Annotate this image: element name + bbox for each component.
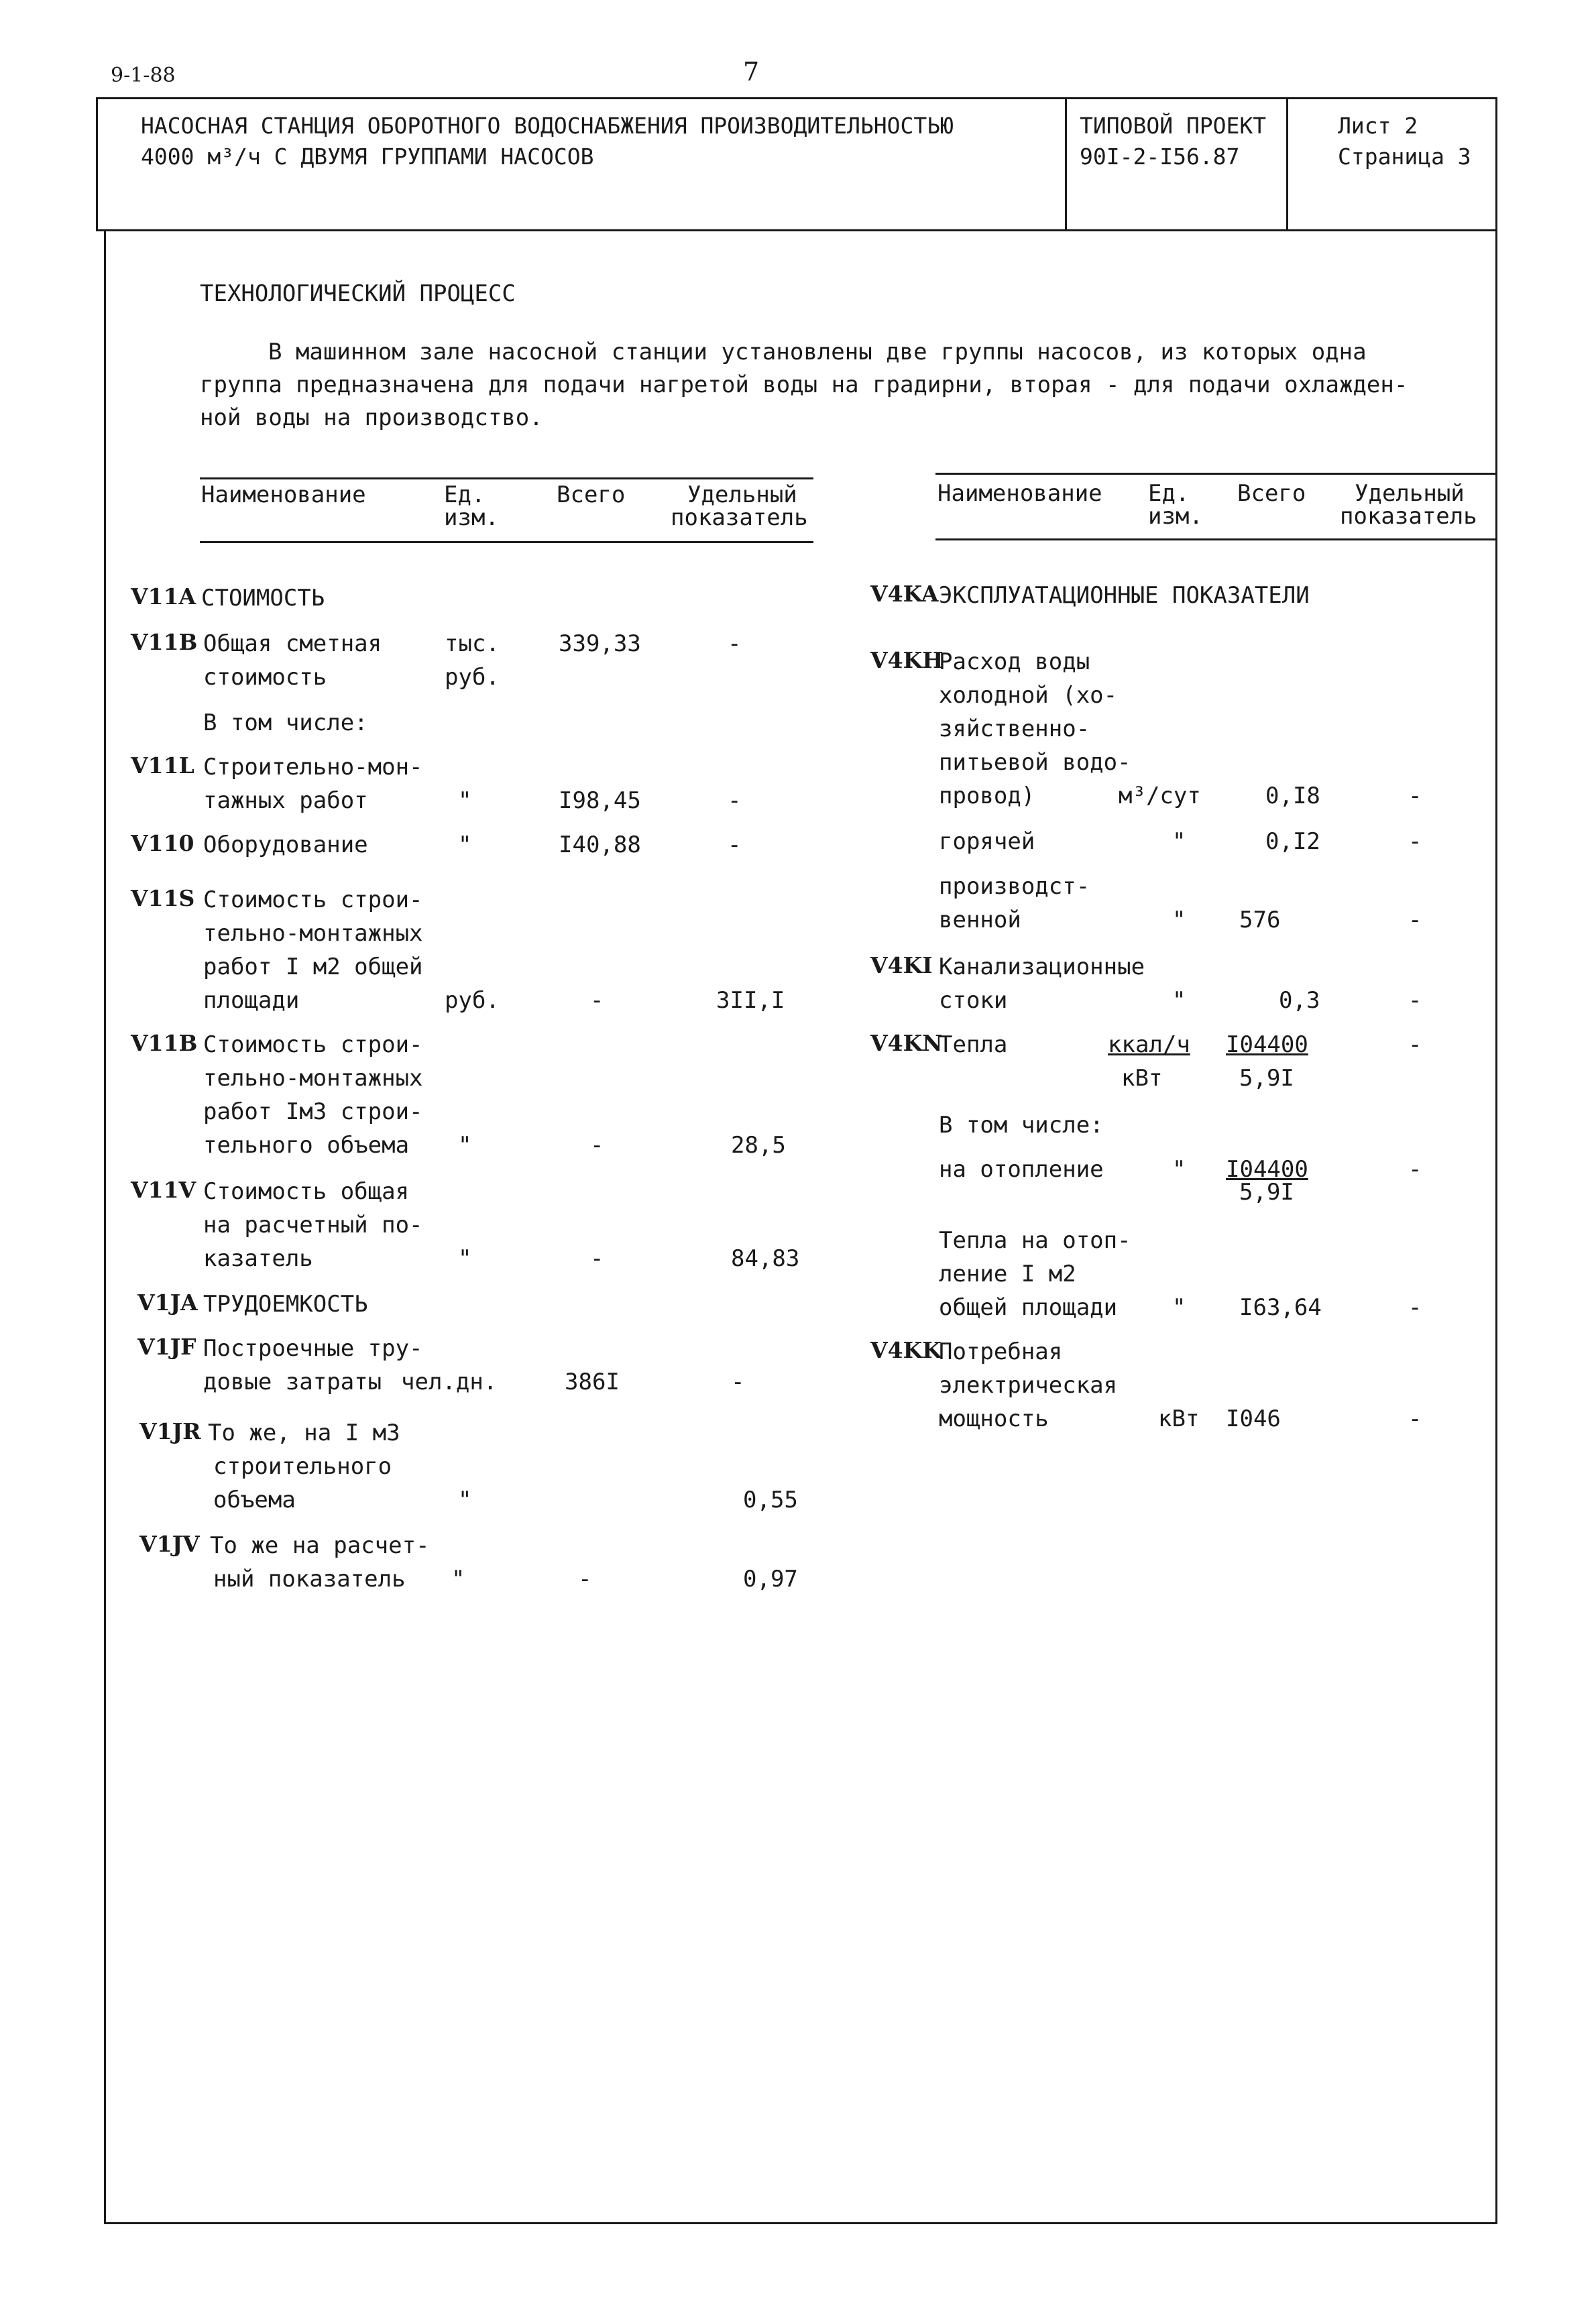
right-row-name: венной (939, 907, 1021, 933)
right-row-name: стоки (939, 987, 1008, 1014)
left-row-name: довые затраты (203, 1369, 382, 1395)
left-col-name-header: Наименование (201, 481, 366, 508)
right-row-total: I046 (1226, 1405, 1281, 1432)
right-row-code: V4KH (870, 647, 944, 673)
right-row-code: V4KK (870, 1337, 942, 1363)
left-row-name: объема (213, 1487, 296, 1513)
right-row-name: Тепла на отоп- (939, 1227, 1131, 1254)
left-row-code: V1JF (137, 1334, 196, 1360)
right-row-total: I63,64 (1239, 1294, 1322, 1321)
right-row-name: Потребная (939, 1338, 1063, 1365)
frame-left-line (104, 229, 106, 2224)
left-row-name: Общая сметная (203, 630, 382, 657)
left-row-spec: 0,97 (743, 1566, 798, 1593)
right-row-name: В том числе: (939, 1112, 1104, 1139)
left-row-total: I98,45 (559, 787, 641, 814)
right-row-total: I04400 (1226, 1156, 1308, 1183)
left-row-code: V1JA (137, 1289, 198, 1316)
right-row-total: I04400 (1226, 1031, 1308, 1058)
right-row-name: мощность (939, 1405, 1049, 1432)
project-label: ТИПОВОЙ ПРОЕКТ (1080, 113, 1267, 139)
right-row-name: общей площади (939, 1294, 1118, 1321)
right-row-name: Канализационные (939, 954, 1145, 980)
left-row-name: В том числе: (203, 709, 368, 736)
left-row-spec: - (731, 1369, 745, 1395)
left-row-name: Оборудование (203, 831, 368, 858)
right-row-unit: " (1172, 1294, 1186, 1321)
right-header-top-rule (935, 473, 1495, 475)
section-title: ТЕХНОЛОГИЧЕСКИЙ ПРОЦЕСС (200, 280, 516, 307)
right-header-bottom-rule (935, 538, 1495, 540)
left-row-spec: 84,83 (731, 1245, 800, 1272)
paragraph-line-3: ной воды на производство. (200, 404, 543, 431)
right-row-name: ЭКСПЛУАТАЦИОННЫЕ ПОКАЗАТЕЛИ (939, 582, 1310, 609)
left-row-code: V11L (131, 752, 194, 779)
right-row-name: Тепла (939, 1031, 1008, 1058)
left-col-spec-header-1: Удельный (687, 481, 797, 508)
frame-bottom-line (104, 2222, 1497, 2224)
title-line-1: НАСОСНАЯ СТАНЦИЯ ОБОРОТНОГО ВОДОСНАБЖЕНИЯ ПРОИЗВОДИТЕЛЬНОСТЬЮ (141, 113, 954, 139)
left-row-total: 386I (565, 1369, 620, 1395)
right-row-spec: - (1408, 783, 1422, 809)
left-row-code: V1JV (139, 1531, 200, 1557)
left-row-spec: - (728, 831, 742, 858)
paragraph-line-2: группа предназначена для подачи нагретой воды на градирни, вторая - для подачи охлажден- (200, 371, 1408, 398)
right-row-unit: " (1172, 1156, 1186, 1183)
right-row-total: 0,3 (1279, 987, 1320, 1014)
right-row-unit: м³/сут (1119, 783, 1201, 809)
right-row-code: V4KI (870, 952, 933, 978)
right-col-name-header: Наименование (937, 480, 1102, 507)
right-col-total-header: Всего (1237, 480, 1306, 507)
right-row-name: на отопление (939, 1156, 1104, 1183)
left-row-unit: тыс. (445, 630, 500, 657)
left-row-name: Стоимость строи- (203, 1031, 423, 1058)
right-row-total: 5,9I (1239, 1065, 1294, 1092)
left-col-spec-header-2: показатель (671, 504, 808, 531)
right-row-name: Расход воды (939, 648, 1090, 675)
left-row-name: работ I м2 общей (203, 954, 423, 980)
title-line-2: 4000 м³/ч С ДВУМЯ ГРУППАМИ НАСОСОВ (141, 143, 594, 170)
right-row-code: V4KA (870, 581, 939, 607)
right-row-total: 0,I8 (1265, 783, 1320, 809)
left-row-name: строительного (213, 1453, 392, 1480)
left-col-unit-header-1: Ед. (444, 481, 486, 508)
left-header-bottom-rule (200, 541, 813, 543)
left-row-name: стоимость (203, 664, 327, 691)
left-row-name: тельного объема (203, 1132, 410, 1159)
paragraph-line-1: В машинном зале насосной станции установлены две группы насосов, из которых одна (268, 339, 1367, 365)
right-row-spec: - (1408, 1294, 1422, 1321)
left-row-code: V110 (131, 830, 194, 856)
right-row-spec: - (1408, 1405, 1422, 1432)
left-row-name: То же на расчет- (210, 1532, 430, 1559)
left-row-spec: 3II,I (716, 987, 785, 1014)
right-row-name: холодной (хо- (939, 682, 1118, 709)
left-row-spec: 28,5 (731, 1132, 786, 1159)
left-row-total: - (590, 1132, 604, 1159)
right-row-spec: - (1408, 1031, 1422, 1058)
left-row-total: - (590, 987, 604, 1014)
right-col-spec-header-1: Удельный (1355, 480, 1465, 507)
left-row-total: 339,33 (559, 630, 641, 657)
right-col-unit-header-2: изм. (1148, 503, 1203, 530)
right-row-unit: " (1172, 828, 1186, 855)
left-row-name: Стоимость строи- (203, 886, 423, 913)
left-row-name: Строительно-мон- (203, 754, 423, 781)
right-row-total: 576 (1239, 907, 1281, 933)
left-row-unit: " (458, 787, 472, 814)
right-row-spec: - (1408, 1156, 1422, 1183)
right-row-unit: ккал/ч (1108, 1031, 1190, 1058)
frame-left-upper (96, 97, 98, 231)
right-row-name: горячей (939, 828, 1035, 855)
left-row-unit: " (458, 831, 472, 858)
left-row-total: - (578, 1566, 592, 1593)
left-row-name: ТРУДОЕМКОСТЬ (203, 1291, 368, 1318)
right-row-unit: " (1172, 987, 1186, 1014)
frame-right-line (1495, 97, 1497, 2223)
left-row-spec: - (728, 630, 742, 657)
left-row-unit: руб. (445, 987, 500, 1014)
left-row-code: V11B (131, 629, 198, 655)
left-row-code: V1JR (139, 1418, 201, 1444)
left-row-name: То же, на I м3 (208, 1420, 400, 1446)
left-row-name: Стоимость общая (203, 1178, 410, 1205)
page-ref: Страница 3 (1338, 143, 1471, 170)
left-row-unit: руб. (445, 664, 500, 691)
left-header-top-rule (200, 477, 813, 479)
right-row-name: электрическая (939, 1372, 1118, 1399)
right-row-name: ление I м2 (939, 1261, 1076, 1287)
left-row-unit: " (458, 1487, 472, 1513)
right-row-name: зяйственно- (939, 715, 1090, 742)
right-col-spec-header-2: показатель (1340, 503, 1477, 530)
left-row-name: СТОИМОСТЬ (201, 585, 325, 612)
right-row-unit: " (1172, 907, 1186, 933)
right-row-spec: - (1408, 828, 1422, 855)
right-col-unit-header-1: Ед. (1148, 480, 1190, 507)
title-divider-2 (1286, 97, 1288, 231)
right-row-name: провод) (939, 783, 1035, 809)
title-divider-1 (1065, 97, 1067, 231)
sheet-number: Лист 2 (1338, 113, 1418, 139)
right-row-name: питьевой водо- (939, 749, 1131, 776)
left-row-spec: 0,55 (743, 1487, 798, 1513)
left-row-name: тажных работ (203, 787, 368, 814)
left-row-name: на расчетный по- (203, 1212, 423, 1238)
left-row-name: работ Iм3 строи- (203, 1098, 423, 1125)
left-row-spec: - (728, 787, 742, 814)
left-row-unit: " (451, 1566, 465, 1593)
left-row-name: Построечные тру- (203, 1335, 423, 1362)
project-number: 90I-2-I56.87 (1080, 143, 1240, 170)
right-row-name: производст- (939, 873, 1090, 900)
corner-code: 9-1-88 (111, 64, 176, 87)
left-row-code: V11S (131, 885, 195, 911)
left-row-unit: чел.дн. (401, 1369, 498, 1395)
left-row-name: тельно-монтажных (203, 1065, 423, 1092)
left-row-code: V11B (131, 1030, 198, 1056)
page-number: 7 (743, 57, 760, 87)
left-row-code: V11A (131, 583, 196, 610)
left-row-name: казатель (203, 1245, 313, 1272)
left-row-name: площади (203, 987, 300, 1014)
right-row-unit: кВт (1158, 1405, 1200, 1432)
left-col-total-header: Всего (557, 481, 626, 508)
right-row-spec: - (1408, 907, 1422, 933)
right-row-total: 0,I2 (1265, 828, 1320, 855)
left-row-name: ный показатель (213, 1566, 406, 1593)
right-row-total: 5,9I (1239, 1179, 1294, 1206)
left-row-total: - (590, 1245, 604, 1272)
right-row-spec: - (1408, 987, 1422, 1014)
left-row-unit: " (458, 1132, 472, 1159)
left-row-name: тельно-монтажных (203, 920, 423, 947)
right-row-unit: кВт (1121, 1065, 1163, 1092)
left-row-code: V11V (131, 1177, 196, 1203)
left-row-total: I40,88 (559, 831, 641, 858)
right-row-code: V4KN (870, 1030, 943, 1056)
left-col-unit-header-2: изм. (444, 504, 499, 531)
left-row-unit: " (458, 1245, 472, 1272)
